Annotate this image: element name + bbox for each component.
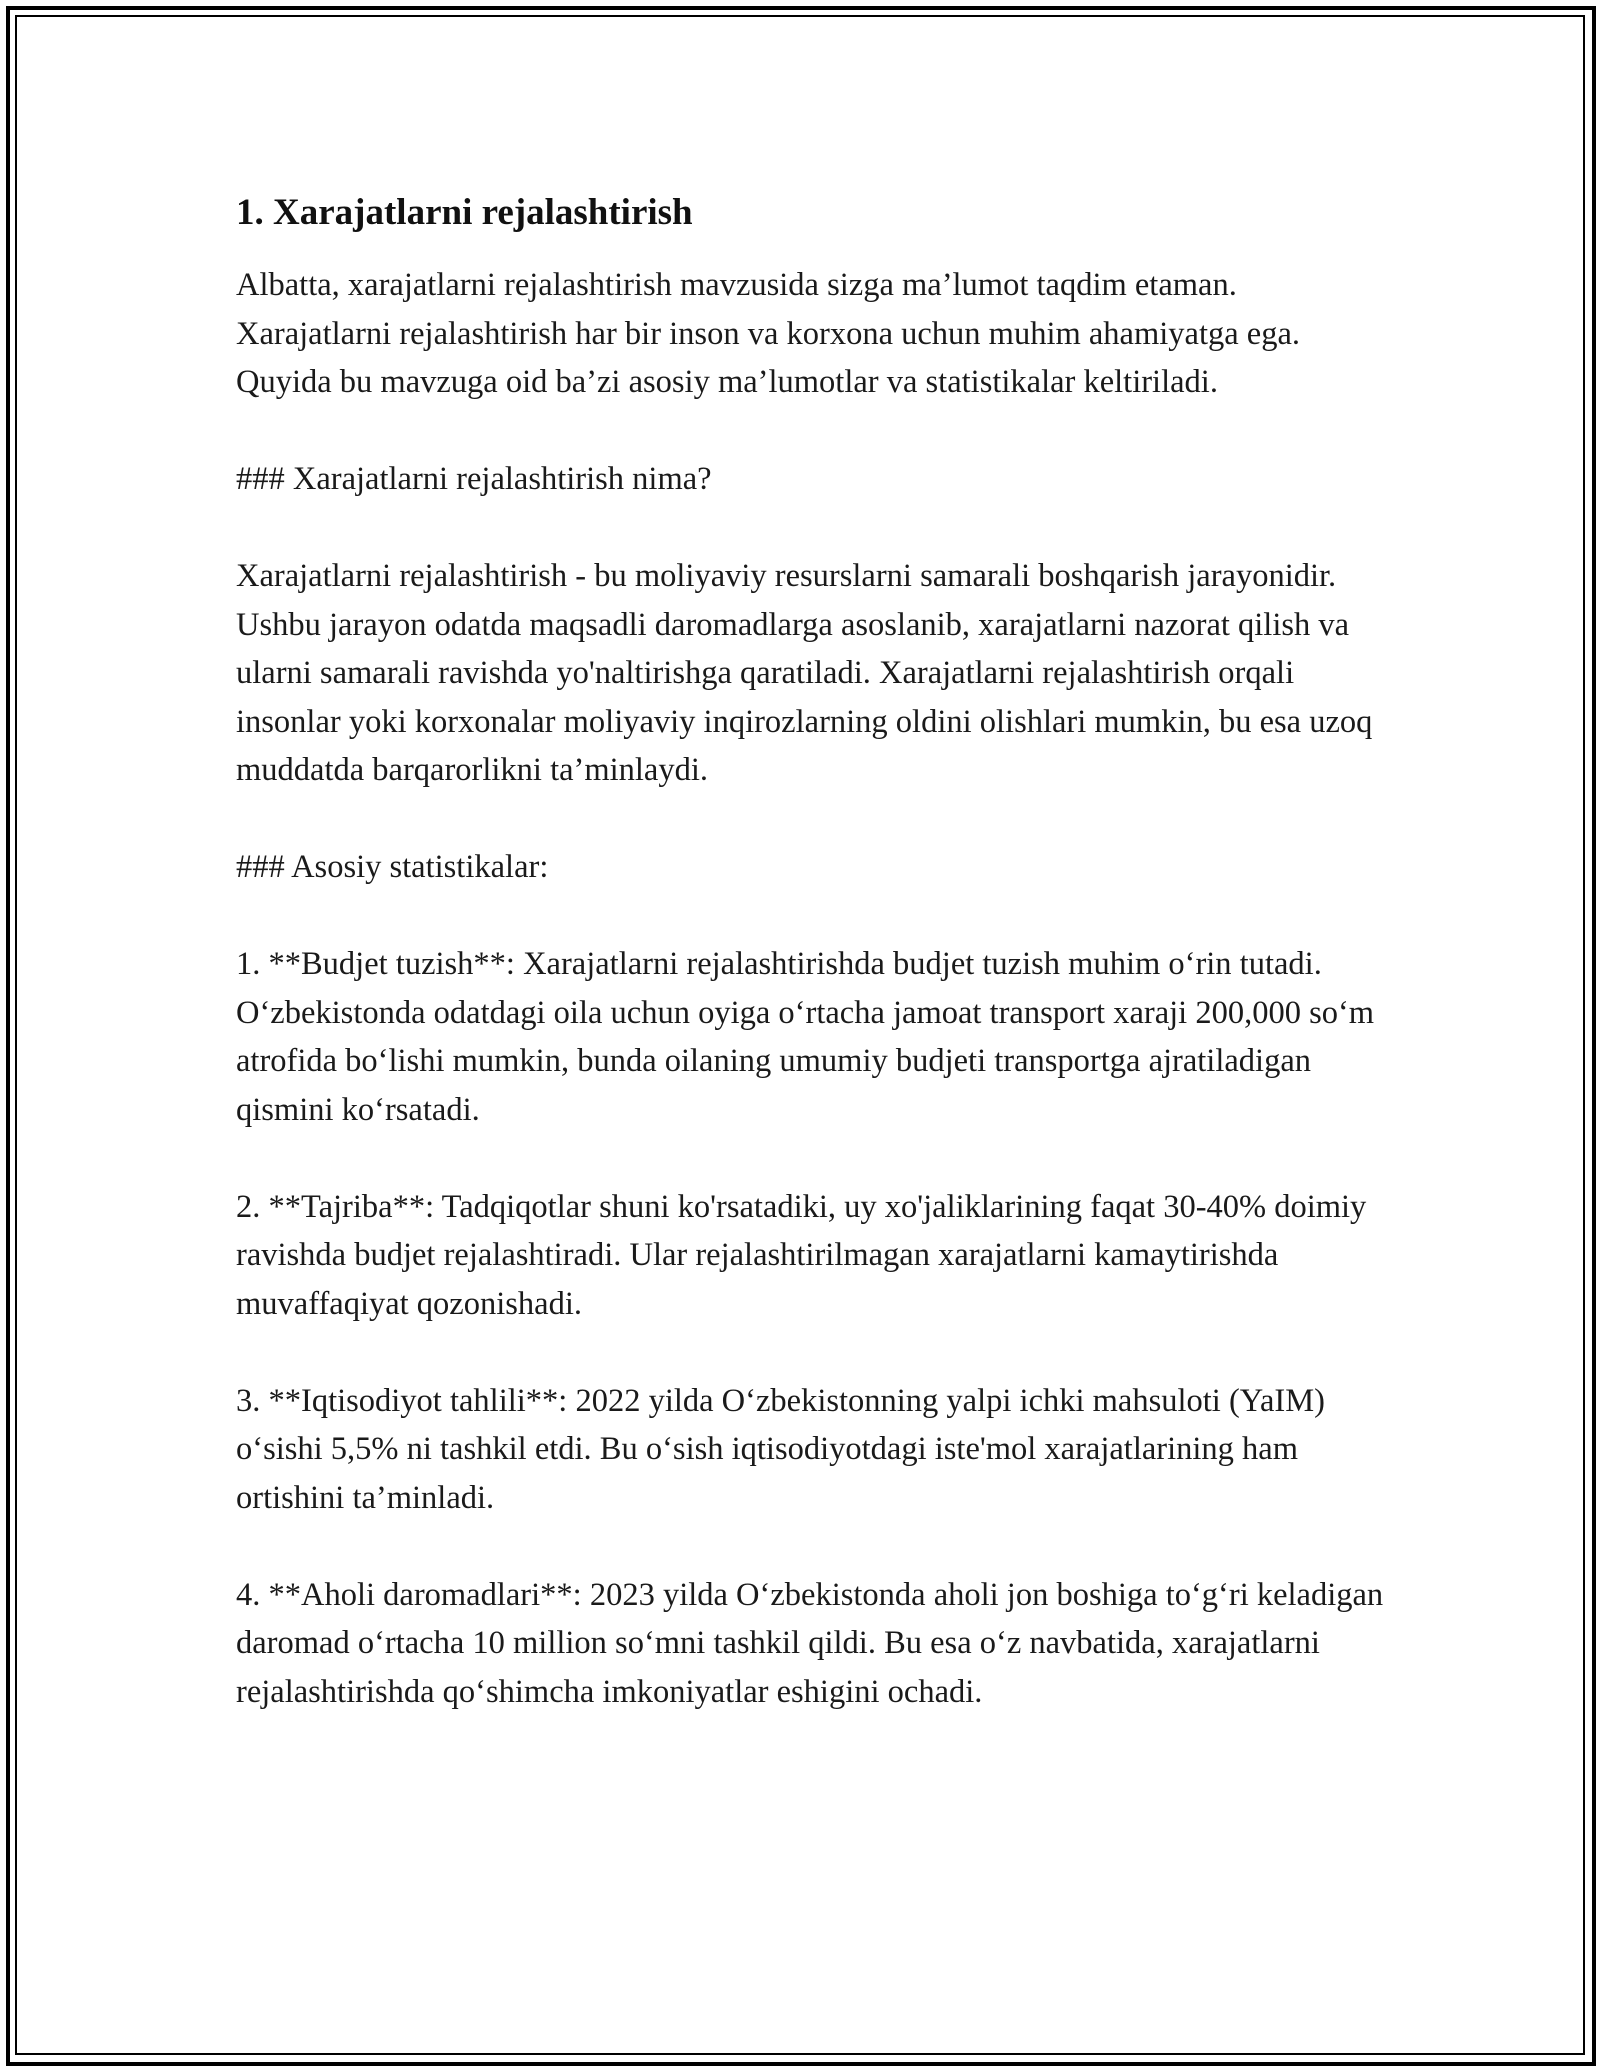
intro-paragraph: Albatta, xarajatlarni rejalashtirish mavzusida sizga ma’lumot taqdim etaman. Xarajatlarni rejalashtirish har bir inson va korxona uchun muhim ahamiyatga ega. Quyida bu mavzuga oid ba’zi asosiy ma’lumotlar va statistikalar keltiriladi. (236, 267, 1301, 400)
section-heading-what-is: ### Xarajatlarni rejalashtirish nima? (236, 461, 712, 497)
list-item-budget: 1. **Budjet tuzish**: Xarajatlarni rejalashtirishda budjet tuzish muhim oʻrin tutadi. Oʻzbekistonda odatdagi oila uchun oyiga oʻrtacha jamoat transport xaraji 200,000 soʻm atrofida boʻlishi mumkin, bunda oilaning umumiy budjeti transportga ajratiladigan qismini koʻrsatadi. (236, 946, 1375, 1128)
list-item-economy: 3. **Iqtisodiyot tahlili**: 2022 yilda Oʻzbekistonning yalpi ichki mahsuloti (YaIM) oʻsishi 5,5% ni tashkil etdi. Bu oʻsish iqtisodiyotdagi iste'mol xarajatlarining ham ortishini ta’minladi. (236, 1382, 1325, 1516)
list-item-income: 4. **Aholi daromadlari**: 2023 yilda Oʻzbekistonda aholi jon boshiga toʻgʻri keladigan daromad oʻrtacha 10 million soʻmni tashkil qildi. Bu esa oʻz navbatida, xarajatlarni rejalashtirishda qoʻshimcha imkoniyatlar eshigini ochadi. (236, 1576, 1384, 1710)
document-body (236, 188, 1386, 1765)
definition-paragraph: Xarajatlarni rejalashtirish - bu moliyaviy resurslarni samarali boshqarish jarayonidir. Ushbu jarayon odatda maqsadli daromadlarga asoslanib, xarajatlarni nazorat qilish va ularni samarali ravishda yo'naltirishga qaratiladi. Xarajatlarni rejalashtirish orqali insonlar yoki korxonalar moliyaviy inqirozlarning oldini olishlari mumkin, bu esa uzoq muddatda barqarorlikni ta’minlaydi. (236, 558, 1373, 788)
list-item-experience: 2. **Tajriba**: Tadqiqotlar shuni ko'rsatadiki, uy xo'jaliklarining faqat 30-40% doimiy ravishda budjet rejalashtiradi. Ular rejalashtirilmagan xarajatlarni kamaytirishda muvaffaqiyat qozonishadi. (236, 1188, 1367, 1322)
section-heading-statistics: ### Asosiy statistikalar: (236, 849, 549, 885)
document-title: 1. Xarajatlarni rejalashtirish (236, 192, 693, 233)
